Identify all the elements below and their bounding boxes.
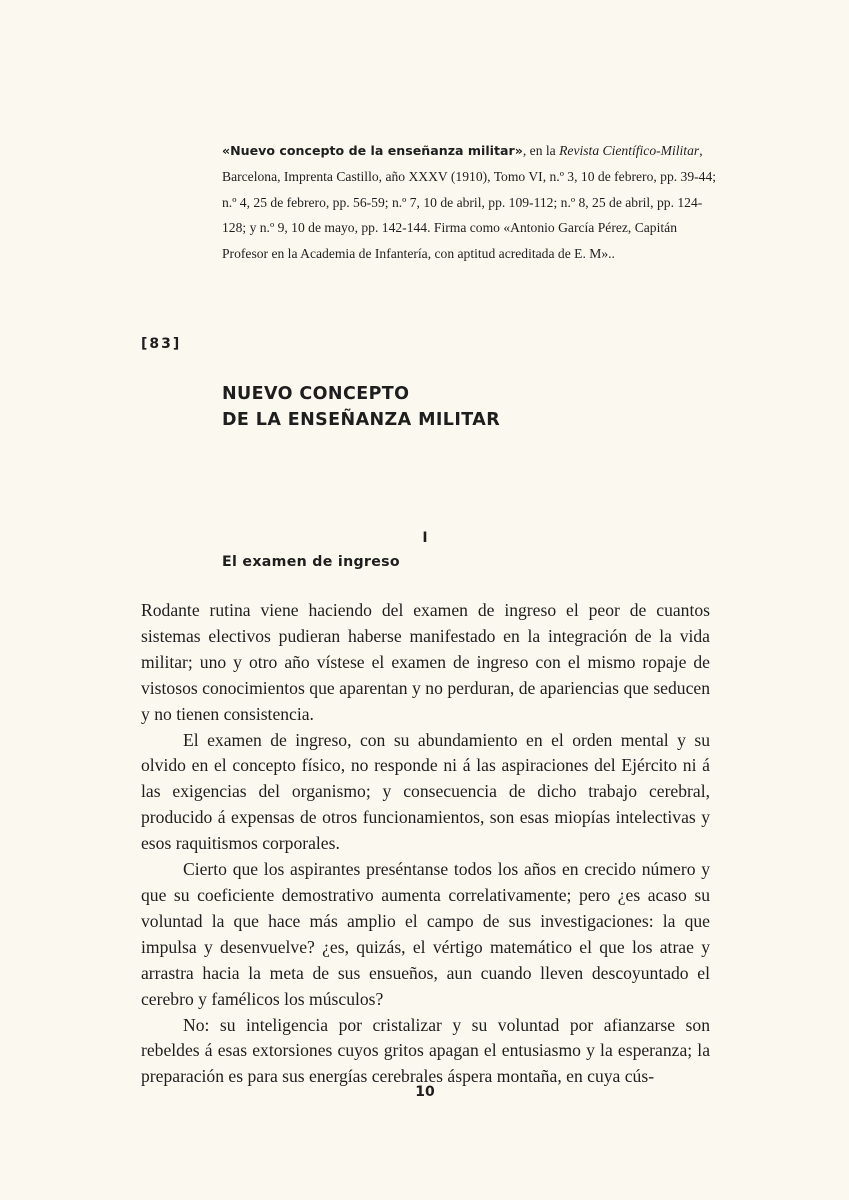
source-note-connector: , en la bbox=[522, 143, 560, 158]
chapter-title: El examen de ingreso bbox=[222, 554, 400, 570]
source-note-title: «Nuevo concepto de la enseñanza militar» bbox=[222, 143, 523, 158]
body-paragraph-4: No: su inteligencia por cristalizar y su voluntad por afianzarse son rebeldes á esas extorsiones cuyos gritos apagan el entusiasmo y la esperanza; la preparación es para sus energías cerebrales áspera montaña, en cuya cús- bbox=[141, 1014, 710, 1087]
section-number: [83] bbox=[141, 336, 182, 352]
body-paragraph-1: Rodante rutina viene haciendo del examen de ingreso el peor de cuantos sistemas electivos pudieran haberse manifestado en la integración de la vida militar; uno y otro año vístese el examen de ingreso con el mismo ropaje de vistosos conocimientos que aparentan y no perduran, de apariencias que seducen y no tienen consistencia. bbox=[141, 600, 710, 724]
article-title-line-2: DE LA ENSEÑANZA MILITAR bbox=[222, 410, 501, 430]
article-title bbox=[222, 381, 500, 433]
page-number: 10 bbox=[415, 1084, 435, 1100]
source-note-journal: Revista Científico-Militar bbox=[559, 143, 700, 158]
body-paragraph-3: Cierto que los aspirantes preséntanse todos los años en crecido número y que su coeficiente demostrativo aumenta correlativamente; pero ¿es acaso su voluntad la que hace más amplio el campo de sus investigaciones: la que impulsa y desenvuelve? ¿es, quizás, el vértigo matemático el que los atrae y arrastra hacia la meta de sus ensueños, aun cuando lleven descoyuntado el cerebro y famélicos los músculos? bbox=[141, 859, 710, 1009]
source-note-details: , Barcelona, Imprenta Castillo, año XXXV (1910), Tomo VI, n.º 3, 10 de febrero, pp. 39-44; n.º 4, 25 de febrero, pp. 56-59; n.º 7, 10 de abril, pp. 109-112; n.º 8, 25 de abril, pp. 124-128; y n.º 9, 10 de mayo, pp. 142-144. Firma como «Antonio García Pérez, Capitán Profesor en la Academia de Infantería, con aptitud acreditada de E. M».. bbox=[222, 143, 717, 262]
body-paragraph-2: El examen de ingreso, con su abundamiento en el orden mental y su olvido en el concepto físico, no responde ni á las aspiraciones del Ejército ni á las exigencias del organismo; y consecuencia de dicho trabajo cerebral, producido á expensas de otros funcionamientos, son esas miopías intelectivas y esos raquitismos corporales. bbox=[141, 729, 710, 854]
chapter-number: I bbox=[422, 530, 428, 546]
source-note-text bbox=[222, 138, 718, 267]
source-note bbox=[222, 138, 718, 267]
article-title-line-1: NUEVO CONCEPTO bbox=[222, 384, 410, 404]
body-text bbox=[141, 598, 710, 1090]
